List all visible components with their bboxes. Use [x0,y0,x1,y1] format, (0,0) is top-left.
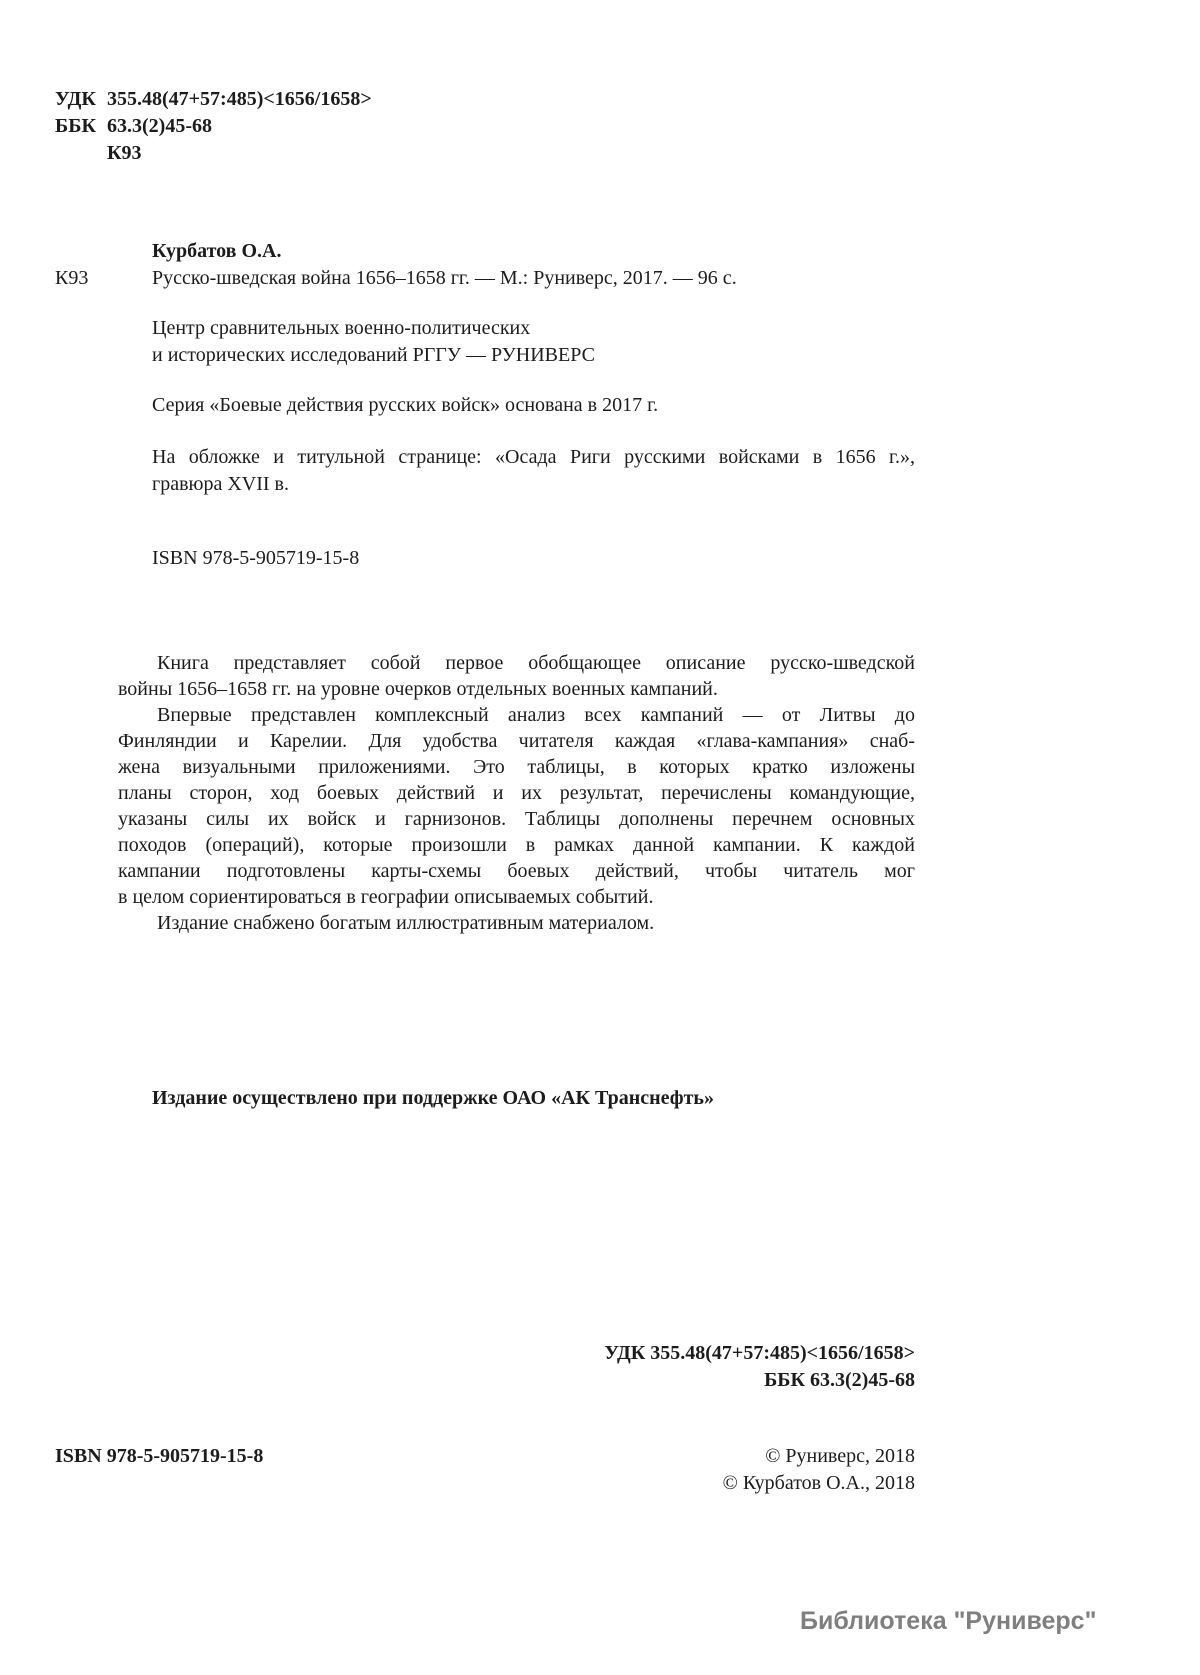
cover-note-line1: На обложке и титульной странице: «Осада Риги русскими войсками в 1656 г.», [152,446,915,468]
annotation-line: указаны силы их войск и гарнизонов. Таблицы дополнены перечнем основных [118,808,915,830]
card-bib-line: Русско-шведская война 1656–1658 гг. — М.: Руниверс, 2017. — 96 с. [152,267,737,289]
udc-bottom: УДК 355.48(47+57:485)<1656/1658> [604,1342,915,1364]
bbk-label: ББК [55,115,96,137]
copyright-block [500,1443,915,1497]
publisher-center-line2: и исторических исследований РГГУ — РУНИВЕРС [152,344,595,366]
annotation [118,650,915,936]
annotation-line: в целом сориентироваться в географии описываемых событий. [118,886,654,908]
udc-line [55,86,372,113]
bbk-line [55,113,372,140]
catalog-codes-bottom [400,1340,915,1394]
annotation-line: кампании подготовлены карты-схемы боевых действий, чтобы читатель мог [118,860,915,882]
copyright-publisher: © Руниверс, 2018 [765,1445,915,1467]
cover-note-line2: гравюра XVII в. [152,473,289,495]
isbn-bottom: ISBN 978-5-905719-15-8 [55,1445,264,1467]
annotation-line: Издание снабжено богатым иллюстративным материалом. [157,912,655,934]
library-watermark: Библиотека "Руниверс" [800,1607,1097,1635]
annotation-line: Впервые представлен комплексный анализ всех кампаний — от Литвы до [157,704,915,726]
udc-label: УДК [55,88,96,110]
annotation-line: Финляндии и Карелии. Для удобства читателя каждая «глава-кампания» снаб- [118,730,915,752]
cover-note [152,444,915,498]
author-mark: К93 [107,142,142,164]
bbk-value: 63.3(2)45-68 [107,115,212,137]
series-line: Серия «Боевые действия русских войск» основана в 2017 г. [152,394,659,416]
isbn-top: ISBN 978-5-905719-15-8 [152,547,360,569]
card-margin-mark: К93 [55,267,89,289]
card-author: Курбатов О.А. [152,240,282,262]
annotation-line: войны 1656–1658 гг. на уровне очерков отдельных военных кампаний. [118,678,718,700]
copyright-author: © Курбатов О.А., 2018 [722,1472,915,1494]
annotation-line: планы сторон, ход боевых действий и их результат, перечислены командующие, [118,782,915,804]
annotation-line: походов (операций), которые произошли в рамках данной кампании. К каждой [118,834,915,856]
annotation-line: жена визуальными приложениями. Это таблицы, в которых кратко изложены [118,756,915,778]
bbk-bottom: ББК 63.3(2)45-68 [764,1369,915,1391]
catalog-codes-top [55,86,372,167]
annotation-line: Книга представляет собой первое обобщающее описание русско-шведской [157,652,915,674]
udc-value: 355.48(47+57:485)<1656/1658> [107,88,372,110]
publisher-center-line1: Центр сравнительных военно-политических [152,317,531,339]
sponsor-line: Издание осуществлено при поддержке ОАО «АК Транснефть» [152,1087,715,1109]
